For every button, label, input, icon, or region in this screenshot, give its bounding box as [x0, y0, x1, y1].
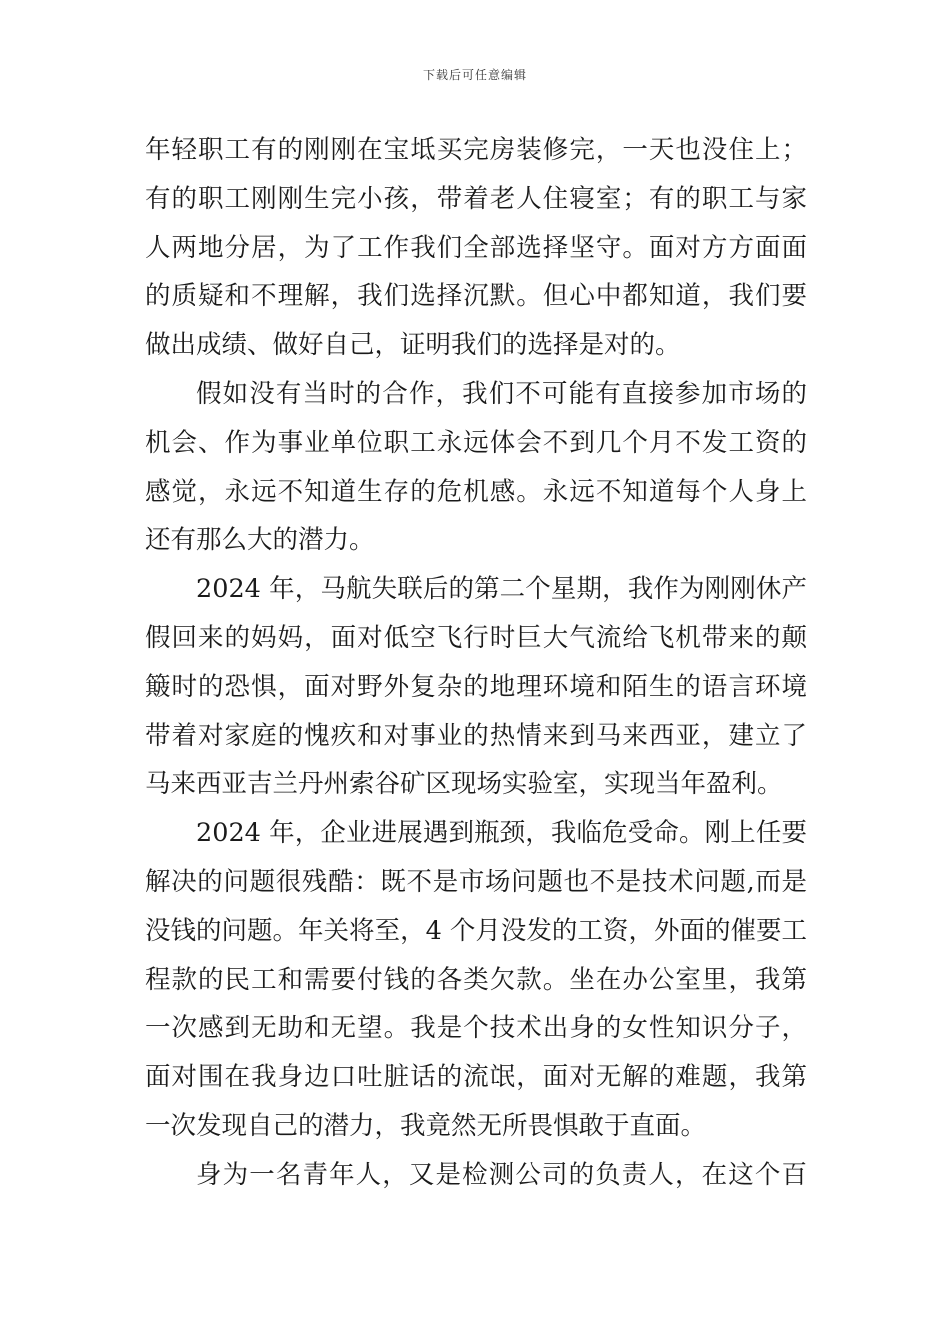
text-line: 一次感到无助和无望。我是个技术出身的女性知识分子， — [145, 1013, 807, 1044]
text-line: 程款的民工和需要付钱的各类欠款。坐在办公室里，我第 — [145, 964, 807, 995]
text-line: 一次发现自己的潜力，我竟然无所畏惧敢于直面。 — [145, 1110, 707, 1141]
text-line: 簸时的恐惧，面对野外复杂的地理环境和陌生的语言环境 — [145, 671, 807, 702]
text-line: 感觉，永远不知道生存的危机感。永远不知道每个人身上 — [145, 476, 807, 507]
text-line: 没钱的问题。年关将至，4 个月没发的工资，外面的催要工 — [145, 915, 807, 946]
text-line: 假如没有当时的合作，我们不可能有直接参加市场的 — [196, 378, 807, 409]
text-line: 2024 年，企业进展遇到瓶颈，我临危受命。刚上任要 — [196, 818, 807, 849]
text-line: 马来西亚吉兰丹州索谷矿区现场实验室，实现当年盈利。 — [145, 769, 783, 800]
text-line: 做出成绩、做好自己，证明我们的选择是对的。 — [145, 330, 681, 361]
text-line: 机会、作为事业单位职工永远体会不到几个月不发工资的 — [145, 427, 807, 458]
page-header: 下载后可任意编辑 — [422, 68, 527, 82]
text-line: 人两地分居，为了工作我们全部选择坚守。面对方方面面 — [145, 232, 807, 263]
text-line: 解决的问题很残酷：既不是市场问题也不是技术问题,而是 — [145, 866, 807, 897]
text-line: 带着对家庭的愧疚和对事业的热情来到马来西亚，建立了 — [145, 720, 807, 751]
text-line: 面对围在我身边口吐脏话的流氓，面对无解的难题，我第 — [145, 1062, 807, 1093]
text-line: 还有那么大的潜力。 — [145, 525, 375, 556]
text-line: 身为一名青年人，又是检测公司的负责人，在这个百 — [196, 1159, 807, 1190]
text-line: 2024 年，马航失联后的第二个星期，我作为刚刚休产 — [196, 574, 807, 605]
text-line: 年轻职工有的刚刚在宝坻买完房装修完，一天也没住上； — [145, 135, 807, 165]
text-line: 假回来的妈妈，面对低空飞行时巨大气流给飞机带来的颠 — [145, 622, 807, 653]
text-line: 的质疑和不理解，我们选择沉默。但心中都知道，我们要 — [145, 281, 807, 312]
text-line: 有的职工刚刚生完小孩，带着老人住寝室；有的职工与家 — [145, 183, 807, 214]
document-body — [145, 126, 807, 1200]
